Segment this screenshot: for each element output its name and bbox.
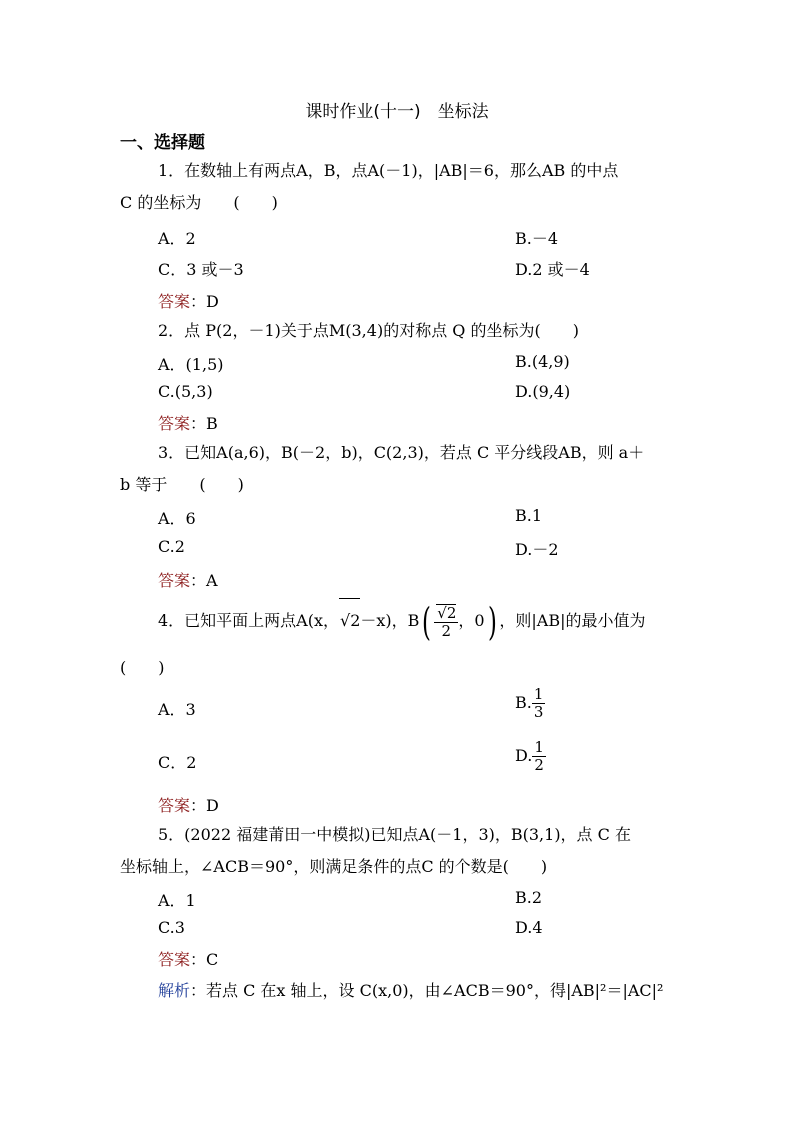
q5-answer	[158, 947, 218, 970]
sqrt-symbol: √2	[437, 603, 457, 622]
q4-stem-line2: ( )	[120, 658, 165, 677]
explanation-text: ：若点 C 在x 轴上，设 C(x,0)，由∠ACB＝90°，得|AB|²＝|AC|²	[190, 981, 664, 1000]
answer-label: 答案	[158, 950, 191, 969]
q4-stem-mid: －x)，B	[360, 611, 420, 630]
q1-option-c: C．3 或－3	[158, 260, 244, 279]
q4-stem-suffix: ，则|AB|的最小值为	[499, 611, 646, 630]
right-paren: )	[487, 599, 497, 644]
page-title: 课时作业(十一) 坐标法	[305, 102, 489, 122]
q4-frac-den: 2	[441, 621, 452, 640]
q5-explanation	[158, 978, 663, 1001]
q1-answer	[158, 289, 219, 312]
left-paren: (	[422, 599, 432, 644]
q4-answer	[158, 793, 219, 816]
answer-label: 答案	[158, 292, 191, 311]
section-heading: 一、选择题	[120, 133, 205, 153]
q5-stem-line2: 坐标轴上，∠ACB＝90°，则满足条件的点C 的个数是( )	[120, 857, 548, 876]
q3-option-c: C.2	[158, 537, 185, 556]
q4-option-d-prefix: D.	[515, 746, 533, 765]
q5-option-b: B.2	[515, 888, 543, 907]
q5-option-c: C.3	[158, 918, 185, 937]
q4-stem-prefix: 4．已知平面上两点A(x，	[158, 611, 340, 630]
q5-option-a: A．1	[158, 891, 196, 910]
q3-option-b: B.1	[515, 506, 543, 525]
q4-option-d-fraction	[532, 739, 546, 774]
answer-label: 答案	[158, 414, 191, 433]
q1-stem-line2: C 的坐标为 ( )	[120, 193, 278, 212]
q3-stem-line2: b 等于 ( )	[120, 475, 244, 494]
q4-option-d	[515, 739, 546, 774]
q2-option-d: D.(9,4)	[515, 382, 571, 401]
q4-option-b-prefix: B.	[515, 693, 532, 712]
answer-label: 答案	[158, 796, 191, 815]
frac-num: 1	[533, 685, 544, 703]
q1-option-b: B.－4	[515, 229, 559, 248]
q3-option-d: D.－2	[515, 540, 559, 559]
q3-stem-line1: 3．已知A(a,6)，B(－2，b)，C(2,3)，若点 C 平分线段AB，则 a＋	[158, 443, 645, 462]
q4-option-a: A．3	[158, 700, 196, 719]
answer-value: ：D	[190, 292, 219, 311]
q4-option-b	[515, 686, 545, 721]
frac-den: 2	[534, 756, 544, 774]
q4-zero: ，0	[458, 611, 485, 630]
answer-value: ：B	[190, 414, 218, 433]
q4-sqrt-value: 2	[350, 611, 361, 630]
q5-stem-line1: 5．(2022 福建莆田一中模拟)已知点A(－1，3)，B(3,1)，点 C 在	[158, 825, 631, 844]
q4-option-b-fraction	[532, 686, 546, 721]
q2-option-b: B.(4,9)	[515, 352, 570, 371]
q4-option-c: C．2	[158, 753, 197, 772]
answer-label: 答案	[158, 571, 191, 590]
frac-num: 1	[534, 738, 544, 756]
q4-fraction	[434, 604, 458, 640]
q2-option-c: C.(5,3)	[158, 382, 213, 401]
explanation-label: 解析	[158, 981, 191, 1000]
q2-answer	[158, 411, 218, 434]
sqrt-symbol: √2	[339, 598, 360, 643]
q5-option-d: D.4	[515, 918, 543, 937]
q1-option-d: D.2 或－4	[515, 260, 590, 279]
q3-option-a: A．6	[158, 509, 196, 528]
frac-den: 3	[533, 703, 544, 721]
q4-stem-line1	[158, 598, 646, 643]
q3-answer	[158, 568, 218, 591]
answer-value: ：D	[190, 796, 219, 815]
answer-value: ：C	[190, 950, 219, 969]
q2-option-a: A．(1,5)	[158, 355, 224, 374]
q1-stem-line1: 1．在数轴上有两点A，B，点A(－1)，|AB|＝6，那么AB 的中点	[158, 161, 619, 180]
q2-stem-line1: 2．点 P(2，－1)关于点M(3,4)的对称点 Q 的坐标为( )	[158, 321, 579, 340]
q4-frac-num: 2	[446, 603, 457, 622]
q1-option-a: A．2	[158, 229, 196, 248]
answer-value: ：A	[190, 571, 218, 590]
